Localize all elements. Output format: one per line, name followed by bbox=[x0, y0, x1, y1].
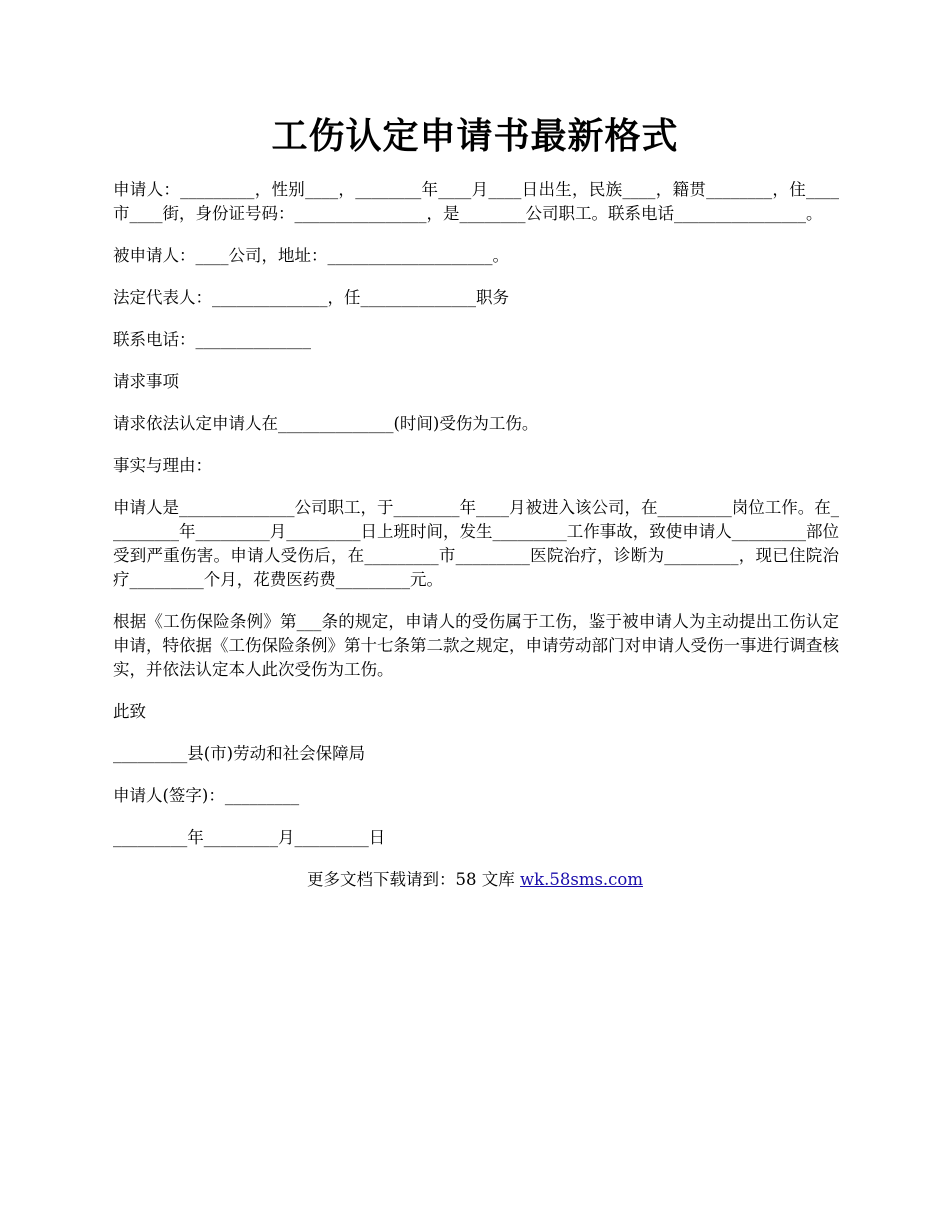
footer bbox=[0, 868, 950, 892]
request-paragraph: 请求依法认定申请人在______________(时间)受伤为工伤。 bbox=[113, 414, 539, 433]
footer-text: 更多文档下载请到：58 文库 bbox=[306, 870, 520, 889]
facts-paragraph: 申请人是______________公司职工，于________年____月被进入该公司，在_________岗位工作。在_________年_________月_________日上班时间，发生_________工作事故，致使申请人_________部位受到严重伤害。申请人受伤后，在_________市_________医院治疗，诊断为_________，现已住院治疗_________个月，花费医药费_________元。 bbox=[113, 498, 839, 589]
date-line: _________年_________月_________日 bbox=[113, 828, 386, 847]
salutation: 此致 bbox=[113, 702, 146, 721]
facts-heading: 事实与理由： bbox=[113, 456, 212, 475]
legal-basis-paragraph: 根据《工伤保险条例》第___条的规定，申请人的受伤属于工伤，鉴于被申请人为主动提出工伤认定申请，特依据《工伤保险条例》第十七条第二款之规定，申请劳动部门对申请人受伤一事进行调查核实，并依法认定本人此次受伤为工伤。 bbox=[113, 612, 839, 679]
document-body bbox=[113, 178, 839, 868]
footer-link[interactable]: wk.58sms.com bbox=[519, 870, 643, 889]
document-title: 工伤认定申请书最新格式 bbox=[271, 115, 679, 157]
legal-representative-paragraph: 法定代表人：______________，任______________职务 bbox=[113, 288, 509, 307]
request-heading: 请求事项 bbox=[113, 372, 179, 391]
recipient-bureau: _________县(市)劳动和社会保障局 bbox=[113, 744, 366, 763]
contact-phone-paragraph: 联系电话：______________ bbox=[113, 330, 311, 349]
respondent-paragraph: 被申请人：____公司，地址：____________________。 bbox=[113, 246, 509, 265]
applicant-info-paragraph: 申请人：_________，性别____，________年____月____日出生，民族____，籍贯________，住____市____街，身份证号码：________________，是________公司职工。联系电话________________。 bbox=[113, 180, 839, 223]
signature-line: 申请人(签字)：_________ bbox=[113, 786, 300, 805]
